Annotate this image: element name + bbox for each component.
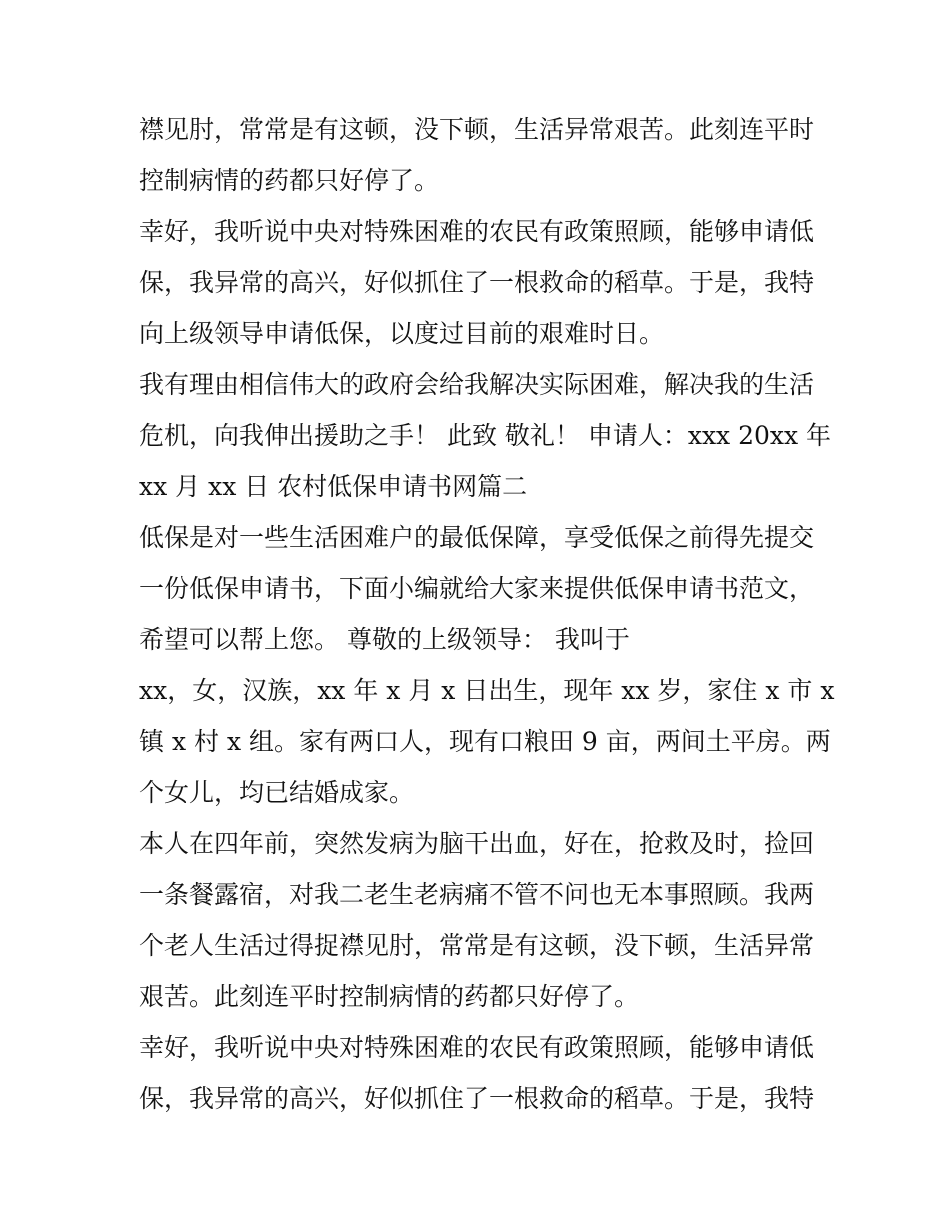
text-line: 低保是对一些生活困难户的最低保障，享受低保之前得先提交 [139,523,815,552]
text-line: 幸好，我听说中央对特殊困难的农民有政策照顾，能够申请低 [139,1033,815,1062]
text-line: 希望可以帮上您。 尊敬的上级领导： 我叫于 [139,625,630,654]
text-line: xx 月 xx 日 农村低保申请书网篇二 [139,472,528,501]
text-line: xx，女，汉族，xx 年 x 月 x 日出生，现年 xx 岁，家住 x 市 x [139,676,835,705]
text-line: 控制病情的药都只好停了。 [139,166,440,195]
text-line: 幸好，我听说中央对特殊困难的农民有政策照顾，能够申请低 [139,217,815,246]
text-line: 我有理由相信伟大的政府会给我解决实际困难，解决我的生活 [139,370,815,399]
text-line: 保，我异常的高兴，好似抓住了一根救命的稻草。于是，我特 [139,268,815,297]
text-line: 一份低保申请书，下面小编就给大家来提供低保申请书范文， [139,574,815,603]
text-line: 个老人生活过得捉襟见肘，常常是有这顿，没下顿，生活异常 [139,931,815,960]
text-line: 保，我异常的高兴，好似抓住了一根救命的稻草。于是，我特 [139,1084,815,1113]
text-line: 襟见肘，常常是有这顿，没下顿，生活异常艰苦。此刻连平时 [139,115,815,144]
text-line: 镇 x 村 x 组。家有两口人，现有口粮田 9 亩，两间土平房。两 [139,727,831,756]
text-line: 本人在四年前，突然发病为脑干出血，好在，抢救及时，捡回 [139,829,815,858]
text-line: 个女儿，均已结婚成家。 [139,778,415,807]
text-line: 向上级领导申请低保，以度过目前的艰难时日。 [139,319,665,348]
text-line: 危机，向我伸出援助之手！ 此致 敬礼！ 申请人：xxx 20xx 年 [139,421,832,450]
text-line: 一条餐露宿，对我二老生老病痛不管不问也无本事照顾。我两 [139,880,815,909]
text-line: 艰苦。此刻连平时控制病情的药都只好停了。 [139,982,640,1011]
